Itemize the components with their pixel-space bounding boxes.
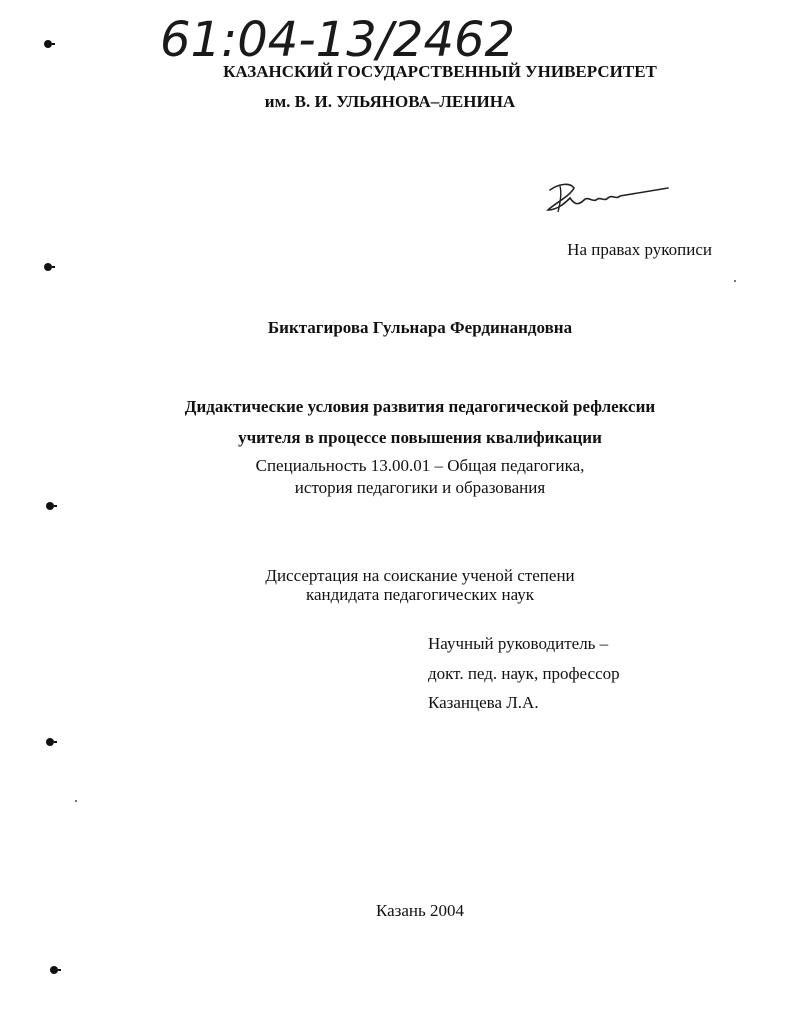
supervisor-name: Казанцева Л.А. xyxy=(428,693,539,712)
degree-statement-line1: Диссертация на соискание ученой степени xyxy=(265,566,575,585)
binder-hole-3 xyxy=(46,502,54,510)
specialty-line2: история педагогики и образования xyxy=(294,478,546,497)
scan-speck xyxy=(75,800,77,802)
city-year: Казань 2004 xyxy=(375,901,465,920)
dissertation-title-line2: учителя в процессе повышения квалификации xyxy=(238,428,602,447)
dissertation-title-line1: Дидактические условия развития педагогической рефлексии xyxy=(184,397,656,416)
binder-hole-1 xyxy=(44,40,52,48)
archive-number-handwritten xyxy=(160,8,560,68)
supervisor-degree: докт. пед. наук, профессор xyxy=(428,664,620,683)
manuscript-rights-note: На правах рукописи xyxy=(567,240,712,259)
university-name-line1: КАЗАНСКИЙ ГОСУДАРСТВЕННЫЙ УНИВЕРСИТЕТ xyxy=(223,62,657,81)
degree-statement-line2: кандидата педагогических наук xyxy=(305,585,535,604)
binder-hole-4 xyxy=(46,738,54,746)
specialty-line1: Специальность 13.00.01 – Общая педагогика, xyxy=(255,456,585,475)
binder-hole-2 xyxy=(44,263,52,271)
university-name-line2: им. В. И. УЛЬЯНОВА–ЛЕНИНА xyxy=(264,92,516,111)
scan-speck xyxy=(734,280,736,282)
signature xyxy=(540,176,670,220)
archive-number-text: 61:04-13/2462 xyxy=(160,12,516,68)
supervisor-label: Научный руководитель – xyxy=(428,634,609,653)
binder-hole-5 xyxy=(50,966,58,974)
author-name: Биктагирова Гульнара Фердинандовна xyxy=(267,318,573,337)
